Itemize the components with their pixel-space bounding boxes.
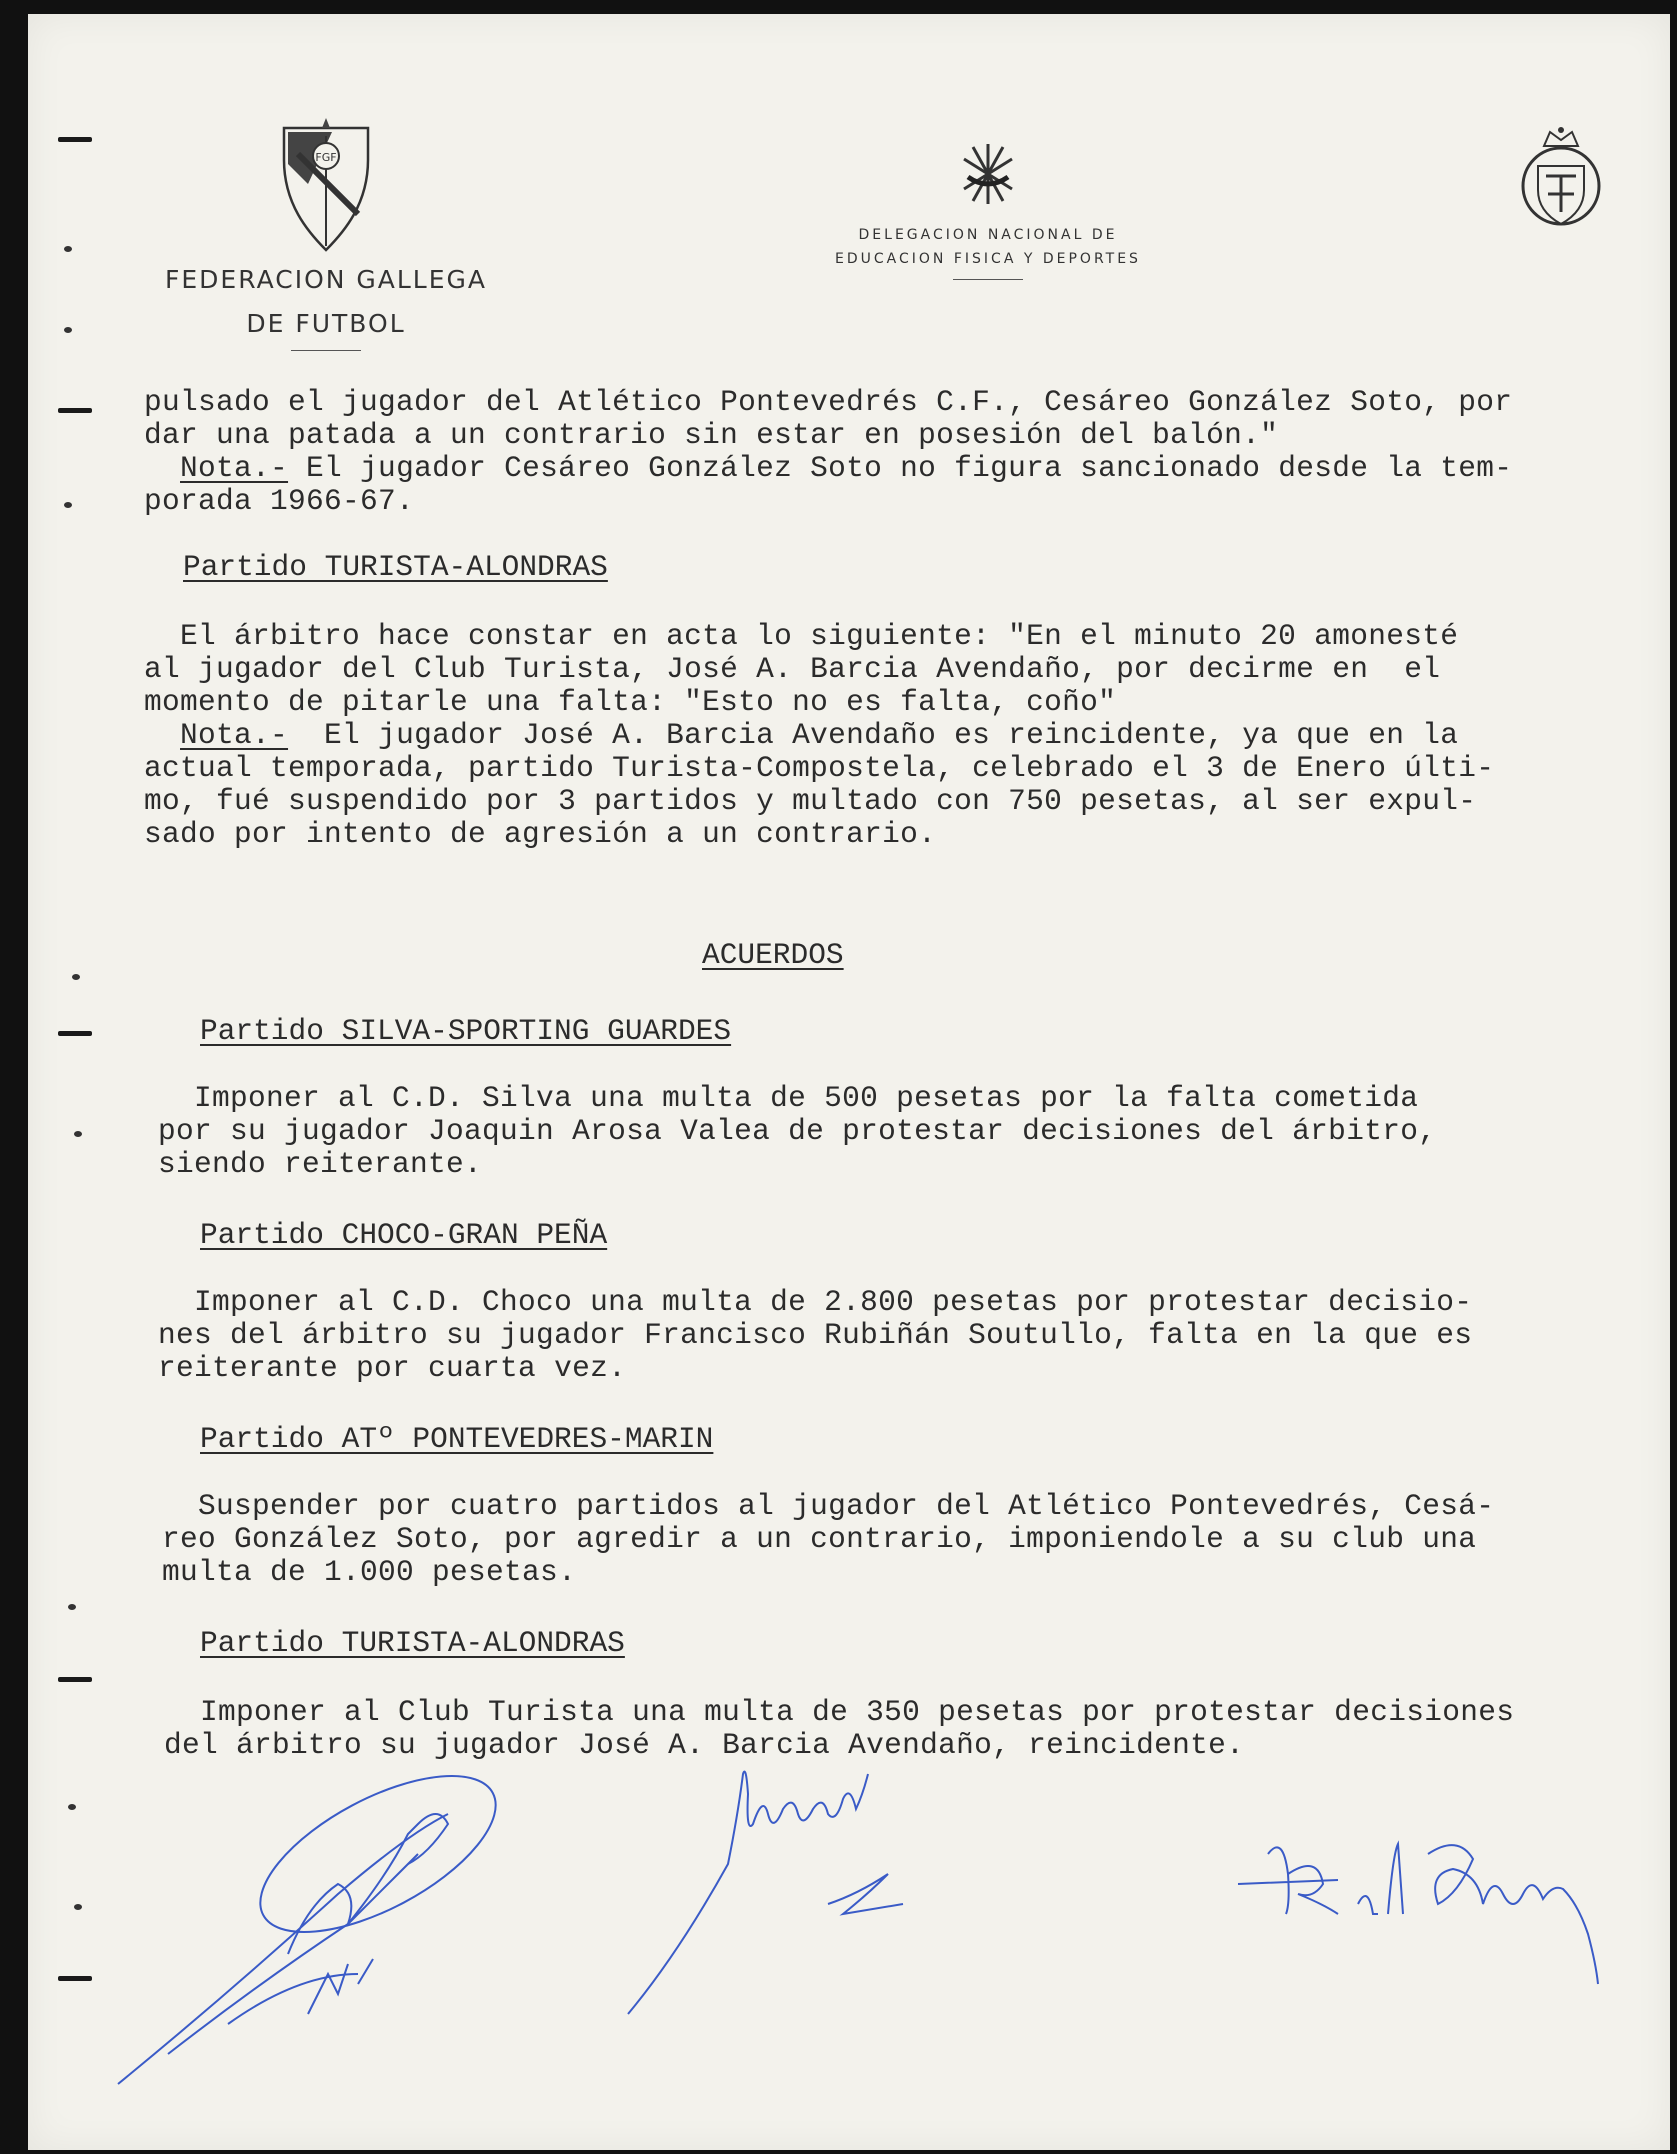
acuerdos-title: ACUERDOS (702, 938, 844, 972)
federation-name-line1: FEDERACION GALLEGA (165, 265, 487, 294)
continuation-text (144, 386, 1664, 452)
svg-text:FGF: FGF (315, 151, 337, 164)
text-line: Nota.- El jugador Cesáreo González Soto no figura sancionado desde la tem- (180, 451, 1513, 485)
signature-left (108, 1754, 588, 2094)
document-page (28, 14, 1670, 2150)
crowned-crest-icon (1516, 124, 1606, 234)
acuerdo-text (162, 1490, 1677, 1589)
match-title: Partido ATº PONTEVEDRES-MARIN (200, 1422, 714, 1456)
delegation-name-line2: EDUCACION FISICA Y DEPORTES (835, 251, 1141, 267)
punch-mark (74, 1904, 82, 1910)
binder-hole (58, 408, 92, 413)
punch-mark (64, 502, 72, 508)
punch-mark (64, 327, 72, 333)
federation-header (116, 114, 536, 351)
text-line: reiterante por cuarta vez. (158, 1351, 627, 1385)
binder-hole (58, 137, 92, 142)
federation-name-line2: DE FUTBOL (246, 309, 406, 338)
match-title: Partido TURISTA-ALONDRAS (183, 550, 608, 584)
acuerdo-text (158, 1286, 1677, 1385)
text-line: siendo reiterante. (158, 1147, 483, 1181)
punch-mark (74, 1131, 82, 1137)
nota-label: Nota.- (180, 451, 289, 485)
text-line: dar una patada a un contrario sin estar en posesión del balón." (144, 418, 1279, 452)
header-rule (953, 279, 1023, 280)
text-line: sado por intento de agresión a un contrario. (144, 817, 937, 851)
text-line: multa de 1.000 pesetas. (162, 1555, 577, 1589)
match-title: Partido SILVA-SPORTING GUARDES (200, 1014, 732, 1048)
text-line: pulsado el jugador del Atlético Pontevedrés C.F., Cesáreo González Soto, por (144, 385, 1513, 419)
match-report (144, 620, 1664, 719)
acuerdo-text (158, 1082, 1677, 1181)
text-line: Suspender por cuatro partidos al jugador del Atlético Pontevedrés, Cesá- (162, 1489, 1495, 1523)
federation-shield-icon (278, 114, 374, 254)
punch-mark (68, 1604, 76, 1610)
delegation-name-line1: DELEGACION NACIONAL DE (858, 227, 1118, 243)
yoke-and-arrows-icon (958, 139, 1018, 209)
text-line: Nota.- El jugador José A. Barcia Avendaño es reincidente, ya que en la (180, 718, 1459, 752)
binder-hole (58, 1976, 92, 1981)
text-line: al jugador del Club Turista, José A. Barcia Avendaño, por decirme en el (144, 652, 1441, 686)
text-line: Imponer al C.D. Silva una multa de 500 pesetas por la falta cometida (158, 1081, 1419, 1115)
text-line: por su jugador Joaquin Arosa Valea de protestar decisiones del árbitro, (158, 1114, 1437, 1148)
signature-center (618, 1754, 938, 2024)
crest-container (1516, 124, 1606, 239)
text-line: reo González Soto, por agredir a un contrario, imponiendole a su club una (162, 1522, 1477, 1556)
text-line: El árbitro hace constar en acta lo siguiente: "En el minuto 20 amonesté (144, 619, 1459, 653)
punch-mark (72, 974, 80, 980)
nota-2 (144, 719, 1664, 851)
punch-mark (64, 246, 72, 252)
text-line: actual temporada, partido Turista-Compostela, celebrado el 3 de Enero últi- (144, 751, 1495, 785)
binder-hole (58, 1031, 92, 1036)
text-line: porada 1966-67. (144, 484, 415, 518)
text-line: nes del árbitro su jugador Francisco Rubiñán Soutullo, falta en la que es (158, 1318, 1473, 1352)
acuerdo-text (164, 1696, 1677, 1762)
delegation-header (798, 139, 1178, 280)
text-line: Imponer al Club Turista una multa de 350 pesetas por protestar decisiones (164, 1695, 1515, 1729)
nota-label: Nota.- (180, 718, 289, 752)
match-title: Partido CHOCO-GRAN PEÑA (200, 1218, 608, 1252)
text-line: Imponer al C.D. Choco una multa de 2.800 pesetas por protestar decisio- (158, 1285, 1473, 1319)
text-line: del árbitro su jugador José A. Barcia Avendaño, reincidente. (164, 1728, 1245, 1762)
text-line: mo, fué suspendido por 3 partidos y multado con 750 pesetas, al ser expul- (144, 784, 1477, 818)
punch-mark (68, 1804, 76, 1810)
match-title: Partido TURISTA-ALONDRAS (200, 1626, 625, 1660)
header-rule (291, 350, 361, 351)
binder-hole (58, 1677, 92, 1682)
nota-1 (144, 452, 1664, 518)
signature-right (1228, 1814, 1628, 1994)
text-line: momento de pitarle una falta: "Esto no es falta, coño" (144, 685, 1117, 719)
